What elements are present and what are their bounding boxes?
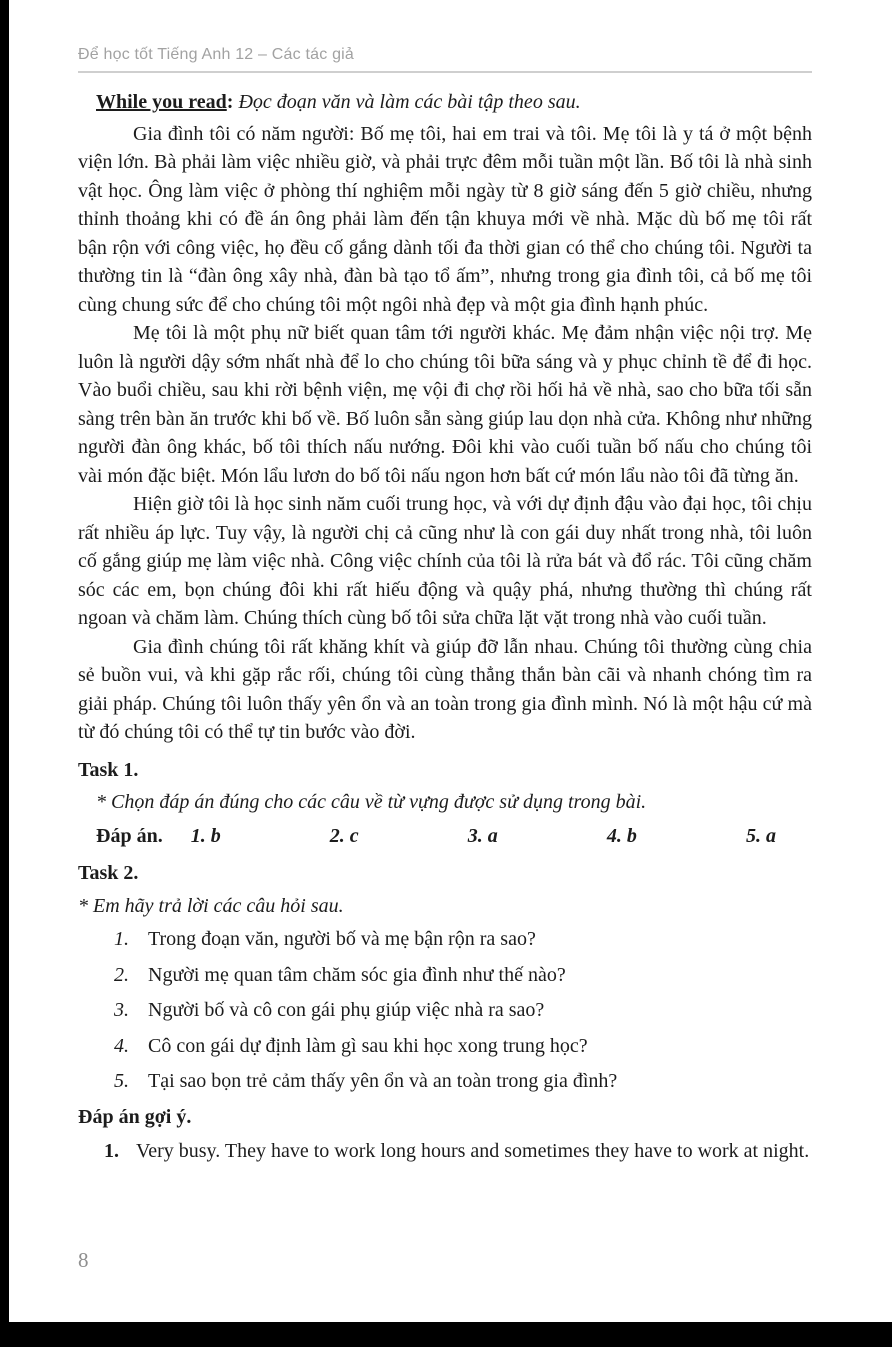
scan-edge-bottom bbox=[0, 1322, 892, 1347]
answer-item: 3. a bbox=[467, 824, 498, 847]
question-text: Trong đoạn văn, người bố và mẹ bận rộn ra sao? bbox=[148, 928, 536, 950]
task2-instruction: * Em hãy trả lời các câu hỏi sau. bbox=[78, 894, 344, 917]
question-number: 2. bbox=[114, 963, 129, 986]
paragraph: Gia đình chúng tôi rất khăng khít và giúp đỡ lẫn nhau. Chúng tôi thường cùng chia sẻ buồn vui, và khi gặp rắc rối, chúng tôi cùng thẳng thắn bàn cãi và nhanh chóng tìm ra giải pháp. Chúng tôi luôn thấy yên ổn và an toàn trong gia đình mình. Nó là một hậu cứ mà từ đó chúng tôi có thể tự tin bước vào đời. bbox=[78, 635, 812, 743]
section-separator: : bbox=[226, 91, 239, 113]
question-number: 3. bbox=[114, 999, 129, 1021]
running-header bbox=[78, 46, 812, 64]
answer-text: Very busy. They have to work long hours and sometimes they have to work at night. bbox=[136, 1140, 810, 1162]
answer-key-heading: Đáp án gợi ý. bbox=[78, 1105, 192, 1128]
running-title: Để học tốt Tiếng Anh 12 – Các tác giả bbox=[78, 46, 355, 63]
task2-heading: Task 2. bbox=[78, 862, 139, 884]
question-item bbox=[114, 1067, 812, 1096]
question-item bbox=[114, 1032, 812, 1061]
paragraph: Hiện giờ tôi là học sinh năm cuối trung học, và với dự định đậu vào đại học, tôi chịu rất nhiều áp lực. Tuy vậy, là người chị cả cũng như là con gái duy nhất trong nhà, tôi luôn cố gắng giúp mẹ làm việc nhà. Công việc chính của tôi là rửa bát và đổ rác. Tôi cũng chăm sóc các em, bọn chúng đôi khi rất hiếu động và quậy phá, nhưng thường thì chúng rất ngoan và chăm làm. Chúng thích cùng bố tôi sửa chữa lặt vặt trong nhà vào cuối tuần. bbox=[78, 493, 812, 629]
answer-key-item bbox=[78, 1137, 812, 1166]
question-number: 4. bbox=[114, 1034, 129, 1057]
scan-edge-left bbox=[0, 0, 9, 1347]
answer-item: 1. b bbox=[190, 824, 221, 847]
answer-number: 1. bbox=[104, 1140, 119, 1162]
question-text: Người mẹ quan tâm chăm sóc gia đình như thế nào? bbox=[148, 963, 566, 986]
task1-heading: Task 1. bbox=[78, 758, 139, 781]
question-text: Tại sao bọn trẻ cảm thấy yên ổn và an toàn trong gia đình? bbox=[148, 1070, 618, 1092]
paragraph: Mẹ tôi là một phụ nữ biết quan tâm tới người khác. Mẹ đảm nhận việc nội trợ. Mẹ luôn là người dậy sớm nhất nhà để lo cho chúng tôi bữa sáng và y phục chỉnh tề để đi học. Vào buổi chiều, sau khi rời bệnh viện, mẹ vội đi chợ rồi hối hả về nhà, sao cho bữa tối sẵn sàng trên bàn ăn trước khi bố về. Bố luôn sẵn sàng giúp lau dọn nhà cửa. Không như những người đàn ông khác, bố tôi thích nấu nướng. Đôi khi vào cuối tuần bố nấu cho chúng tôi vài món đặc biệt. Món lẩu lươn do bố tôi nấu ngon hơn bất cứ món lẩu nào tôi đã từng ăn. bbox=[78, 322, 812, 487]
task1-instruction: * Chọn đáp án đúng cho các câu về từ vựng được sử dụng trong bài. bbox=[96, 791, 647, 813]
answers-items bbox=[191, 822, 776, 851]
paragraph: Gia đình tôi có năm người: Bố mẹ tôi, hai em trai và tôi. Mẹ tôi là y tá ở một bệnh viện lớn. Bà phải làm việc nhiều giờ, và phải trực đêm mỗi tuần một lần. Bố tôi là nhà sinh vật học. Ông làm việc ở phòng thí nghiệm mỗi ngày từ 8 giờ sáng đến 5 giờ chiều, nhưng thỉnh thoảng khi có đề án ông phải làm đến tận khuya mới về nhà. Mặc dù bố mẹ tôi rất bận rộn với công việc, họ đều cố gắng dành tối đa thời gian có thể cho chúng tôi. Người ta thường tin là “đàn ông xây nhà, đàn bà tạo tổ ấm”, nhưng trong gia đình tôi, cả bố mẹ tôi cùng chung sức để cho chúng tôi một ngôi nhà đẹp và một gia đình hạnh phúc. bbox=[78, 122, 812, 316]
task2-questions bbox=[78, 925, 812, 1096]
question-item bbox=[114, 996, 812, 1025]
question-number: 1. bbox=[114, 928, 129, 950]
question-number: 5. bbox=[114, 1070, 129, 1092]
answer-item: 4. b bbox=[606, 824, 637, 847]
question-item bbox=[114, 925, 812, 954]
page-number: 8 bbox=[78, 1248, 89, 1272]
question-text: Cô con gái dự định làm gì sau khi học xong trung học? bbox=[148, 1034, 588, 1057]
section-title-line bbox=[78, 88, 812, 117]
task1-answer-row bbox=[78, 822, 812, 851]
page-content bbox=[78, 88, 812, 1166]
section-title: While you read bbox=[96, 91, 227, 113]
answer-item: 2. c bbox=[329, 824, 359, 847]
section-subtitle: Đọc đoạn văn và làm các bài tập theo sau. bbox=[238, 91, 581, 113]
answer-item: 5. a bbox=[745, 824, 776, 847]
question-item bbox=[114, 961, 812, 990]
header-rule bbox=[78, 71, 812, 73]
question-text: Người bố và cô con gái phụ giúp việc nhà ra sao? bbox=[148, 999, 545, 1021]
answers-label: Đáp án. bbox=[96, 824, 163, 847]
